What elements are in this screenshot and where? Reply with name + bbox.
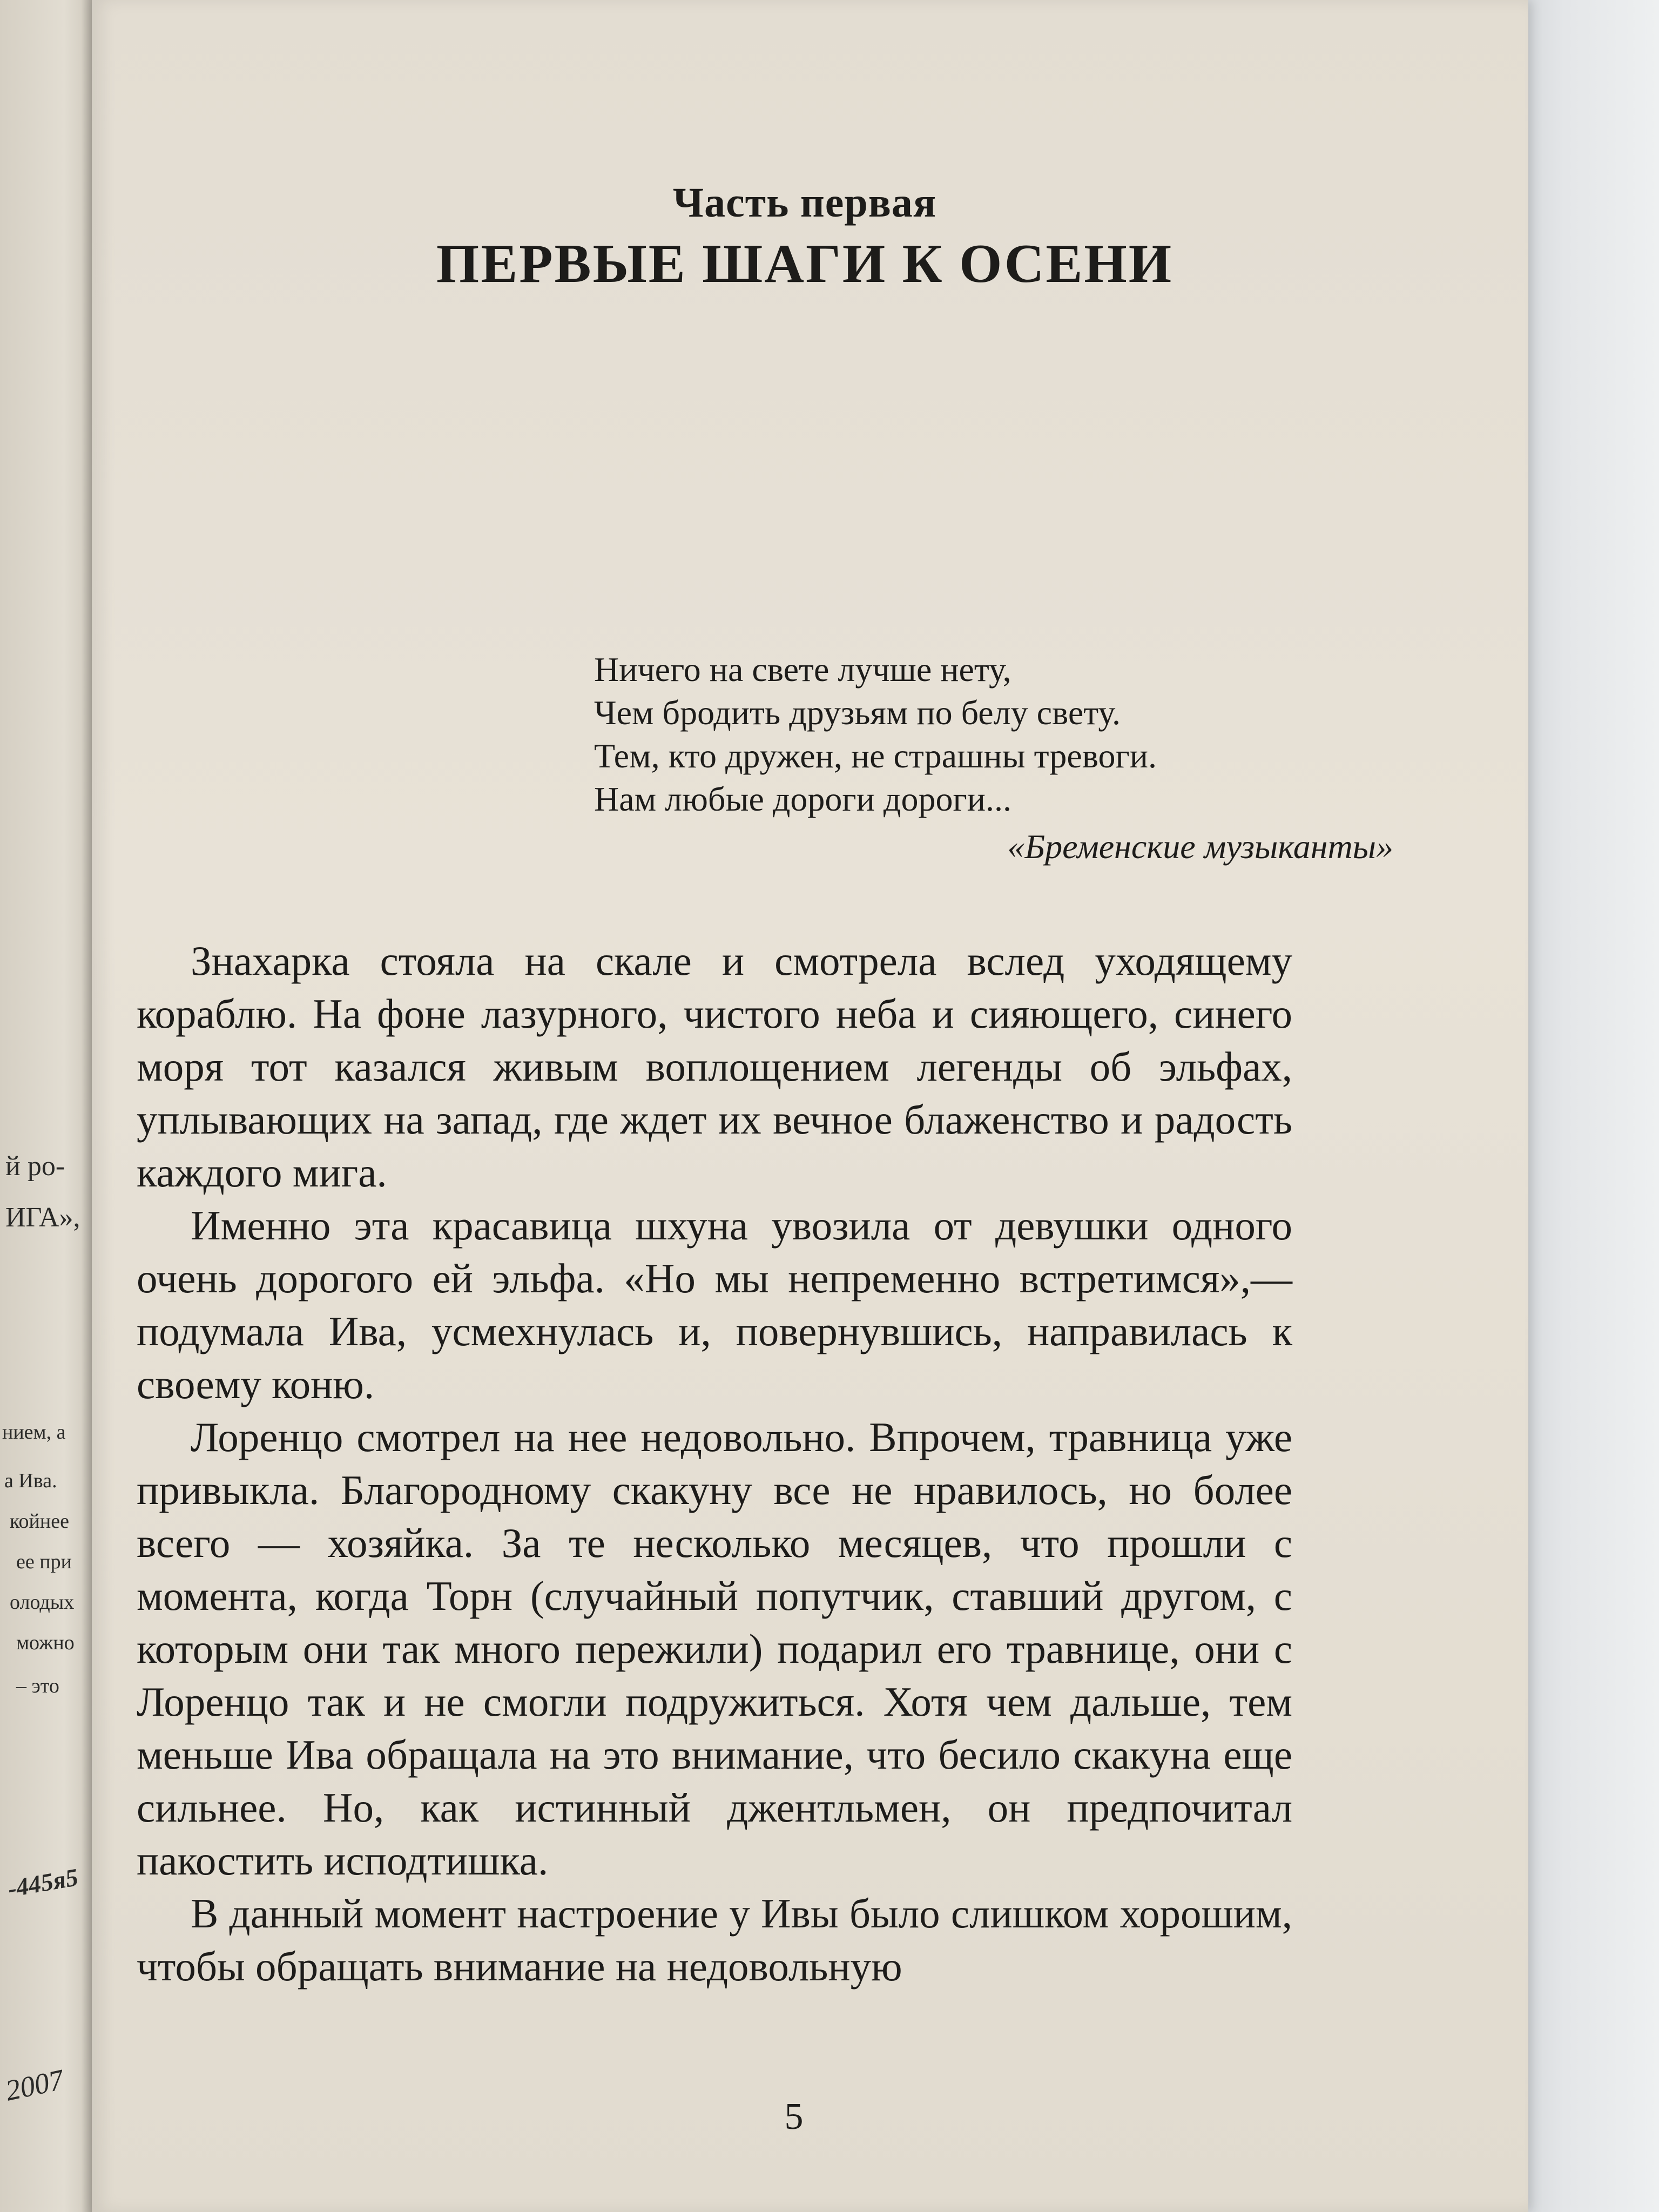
epigraph <box>594 648 1393 868</box>
body-paragraph: Именно эта красавица шхуна увозила от девушки одного очень дорогого ей эльфа. «Но мы непременно встретимся»,— подумала Ива, усмехнулась и, повернувшись, направилась к своему коню. <box>137 1202 1292 1407</box>
body-paragraph: Знахарка стояла на скале и смотрела вслед уходящему кораблю. На фоне лазурного, чистого неба и сияющего, синего моря тот казался живым воплощением легенды об эльфах, уплывающих на запад, где ждет их вечное блаженство и радость каждого мига. <box>137 938 1292 1196</box>
body-paragraph: В данный момент настроение у Ивы было слишком хорошим, чтобы обращать внимание на недовольную <box>137 1890 1292 1990</box>
left-page-fragment: а Ива. <box>4 1469 57 1492</box>
left-page-fragment: 2007 <box>2 2063 67 2107</box>
part-title: ПЕРВЫЕ ШАГИ К ОСЕНИ <box>436 233 1174 294</box>
left-page-fragment: ее при <box>16 1550 72 1573</box>
epigraph-line: Тем, кто дружен, не страшны тревоги. <box>594 737 1157 775</box>
part-label: Часть первая <box>672 179 937 226</box>
epigraph-line: Чем бродить друзьям по белу свету. <box>594 693 1121 732</box>
left-page-fragment: нием, а <box>2 1421 66 1444</box>
left-page-fragment: – это <box>16 1675 59 1697</box>
previous-page-edge <box>0 0 92 2212</box>
book-page <box>92 0 1528 2212</box>
epigraph-line: Нам любые дороги дороги... <box>594 780 1011 818</box>
left-page-fragment: можно <box>16 1631 75 1654</box>
page-number: 5 <box>784 2096 804 2137</box>
left-page-fragment: -445я5 <box>5 1863 80 1903</box>
body-text <box>137 934 1292 1993</box>
epigraph-line: Ничего на свете лучше нету, <box>594 650 1011 689</box>
left-page-fragment: койнее <box>10 1510 69 1533</box>
body-paragraph: Лоренцо смотрел на нее недовольно. Впрочем, травница уже привыкла. Благородному скакуну все не нравилось, но более всего — хозяйка. За те несколько месяцев, что прошли с момента, когда Торн (случайный попутчик, ставший другом, с которым они так много пережили) подарил его травнице, они с Лоренцо так и не смогли подружиться. Хотя чем дальше, тем меньше Ива обращала на это внимание, что бесило скакуна еще сильнее. Но, как истинный джентльмен, он предпочитал пакостить исподтишка. <box>137 1414 1292 1884</box>
left-page-fragment: й ро- <box>5 1151 65 1182</box>
left-page-fragment: олодых <box>10 1591 75 1614</box>
left-page-fragment: ИГА», <box>5 1202 80 1233</box>
epigraph-source: «Бременские музыканты» <box>1007 827 1393 866</box>
